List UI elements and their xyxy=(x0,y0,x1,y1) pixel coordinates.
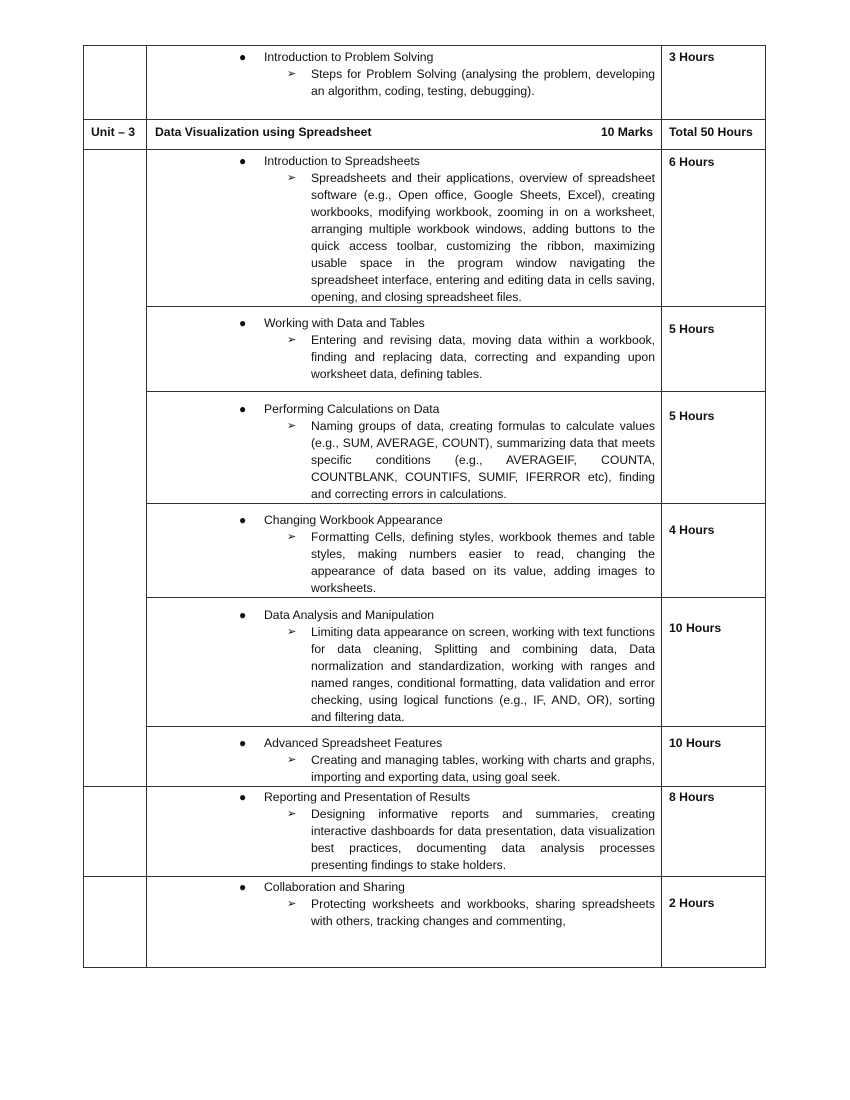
topic-title-text: Introduction to Spreadsheets xyxy=(264,154,420,168)
topic-title xyxy=(147,879,655,896)
unit-cell-empty xyxy=(84,787,147,877)
bullet-icon: ● xyxy=(239,513,247,527)
bullet-icon: ● xyxy=(239,880,247,894)
topic-cell xyxy=(147,877,662,968)
topic-detail-text: Naming groups of data, creating formulas to calculate values (e.g., SUM, AVERAGE, COUNT), summarizing data that meets specific conditions (e.g., AVERAGEIF, COUNTA, COUNTBLANK, COUNTIFS, SUMIF, IFERROR etc), finding and correcting errors in calculations. xyxy=(311,419,655,501)
topic-detail xyxy=(147,529,655,597)
topic-detail xyxy=(147,752,655,786)
topic-title xyxy=(147,153,655,170)
topic-title xyxy=(147,49,655,66)
arrow-bullet-icon: ➢ xyxy=(287,420,297,432)
bullet-icon: ● xyxy=(239,316,247,330)
bullet-icon: ● xyxy=(239,790,247,804)
topic-cell xyxy=(147,504,662,598)
unit-header-row xyxy=(84,120,766,150)
topic-detail xyxy=(147,332,655,383)
topic-detail xyxy=(147,66,655,100)
topic-title-text: Advanced Spreadsheet Features xyxy=(264,736,443,750)
bullet-icon: ● xyxy=(239,154,247,168)
table-row xyxy=(84,877,766,968)
table-row xyxy=(84,727,766,787)
topic-cell xyxy=(147,598,662,727)
topic-title xyxy=(147,512,655,529)
hours-cell: 10 Hours xyxy=(662,598,766,727)
unit-total-hours: Total 50 Hours xyxy=(662,120,766,150)
topic-cell xyxy=(147,307,662,392)
hours-cell: 8 Hours xyxy=(662,787,766,877)
topic-detail-text: Designing informative reports and summaries, creating interactive dashboards for data presentation, data visualization best practices, documenting data analysis processes presenting findings to stake holders. xyxy=(311,807,655,872)
arrow-bullet-icon: ➢ xyxy=(287,898,297,910)
bullet-icon: ● xyxy=(239,736,247,750)
topic-detail-text: Formatting Cells, defining styles, workbook themes and table styles, making numbers easier to read, changing the appearance of data based on its value, adding images to worksheets. xyxy=(311,530,655,595)
syllabus-table xyxy=(83,45,766,968)
topic-detail-text: Protecting worksheets and workbooks, sharing spreadsheets with others, tracking changes and commenting, xyxy=(311,897,655,928)
table-row xyxy=(84,598,766,727)
topic-title xyxy=(147,401,655,418)
unit-cell-empty xyxy=(84,150,147,787)
topic-title-text: Performing Calculations on Data xyxy=(264,402,440,416)
topic-detail-text: Entering and revising data, moving data within a workbook, finding and replacing data, correcting and expanding upon worksheet data, defining tables. xyxy=(311,333,655,381)
unit-cell-empty xyxy=(84,46,147,120)
arrow-bullet-icon: ➢ xyxy=(287,808,297,820)
hours-cell: 6 Hours xyxy=(662,150,766,307)
unit-label: Unit – 3 xyxy=(84,120,147,150)
arrow-bullet-icon: ➢ xyxy=(287,754,297,766)
topic-cell xyxy=(147,727,662,787)
hours-cell: 10 Hours xyxy=(662,727,766,787)
topic-detail xyxy=(147,896,655,930)
topic-title-text: Collaboration and Sharing xyxy=(264,880,405,894)
topic-cell xyxy=(147,150,662,307)
table-row xyxy=(84,504,766,598)
topic-title xyxy=(147,735,655,752)
topic-detail xyxy=(147,806,655,874)
arrow-bullet-icon: ➢ xyxy=(287,531,297,543)
topic-detail-text: Spreadsheets and their applications, overview of spreadsheet software (e.g., Open office, Google Sheets, Excel), creating workbooks, modifying workbook, zooming in on a worksheet, arranging multiple workbook windows, adding buttons to the quick access toolbar, customizing the ribbon, maximizing usable space in the program window navigating the spreadsheet interface, entering and editing data in cells saving, opening, and closing spreadsheet files. xyxy=(311,171,655,304)
unit-cell-empty xyxy=(84,877,147,968)
bullet-icon: ● xyxy=(239,402,247,416)
arrow-bullet-icon: ➢ xyxy=(287,68,297,80)
hours-cell: 5 Hours xyxy=(662,392,766,504)
topic-detail xyxy=(147,624,655,726)
hours-cell: 2 Hours xyxy=(662,877,766,968)
topic-detail-text: Steps for Problem Solving (analysing the problem, developing an algorithm, coding, testing, debugging). xyxy=(311,67,655,98)
table-row xyxy=(84,787,766,877)
hours-cell: 4 Hours xyxy=(662,504,766,598)
table-row xyxy=(84,46,766,120)
topic-cell xyxy=(147,392,662,504)
topic-detail-text: Limiting data appearance on screen, working with text functions for data cleaning, Splitting and combining data, Data normalization and standardization, working with ranges and named ranges, conditional formatting, data validation and error checking, using logical functions (e.g., IF, AND, OR), sorting and filtering data. xyxy=(311,625,655,724)
topic-detail-text: Creating and managing tables, working with charts and graphs, importing and exporting data, using goal seek. xyxy=(311,753,655,784)
table-row xyxy=(84,307,766,392)
topic-cell xyxy=(147,787,662,877)
topic-title-text: Changing Workbook Appearance xyxy=(264,513,443,527)
topic-detail xyxy=(147,418,655,503)
table-row xyxy=(84,150,766,307)
bullet-icon: ● xyxy=(239,50,247,64)
unit-title-cell xyxy=(147,120,662,150)
hours-cell: 5 Hours xyxy=(662,307,766,392)
unit-title: Data Visualization using Spreadsheet xyxy=(155,125,372,139)
topic-title xyxy=(147,315,655,332)
topic-title-text: Working with Data and Tables xyxy=(264,316,425,330)
unit-marks: 10 Marks xyxy=(600,125,653,139)
table-row xyxy=(84,392,766,504)
topic-title xyxy=(147,607,655,624)
bullet-icon: ● xyxy=(239,608,247,622)
topic-title-text: Data Analysis and Manipulation xyxy=(264,608,435,622)
topic-title-text: Reporting and Presentation of Results xyxy=(264,790,470,804)
topic-title xyxy=(147,789,655,806)
arrow-bullet-icon: ➢ xyxy=(287,334,297,346)
topic-title-text: Introduction to Problem Solving xyxy=(264,50,434,64)
arrow-bullet-icon: ➢ xyxy=(287,172,297,184)
topic-cell xyxy=(147,46,662,120)
topic-detail xyxy=(147,170,655,306)
hours-cell: 3 Hours xyxy=(662,46,766,120)
arrow-bullet-icon: ➢ xyxy=(287,626,297,638)
